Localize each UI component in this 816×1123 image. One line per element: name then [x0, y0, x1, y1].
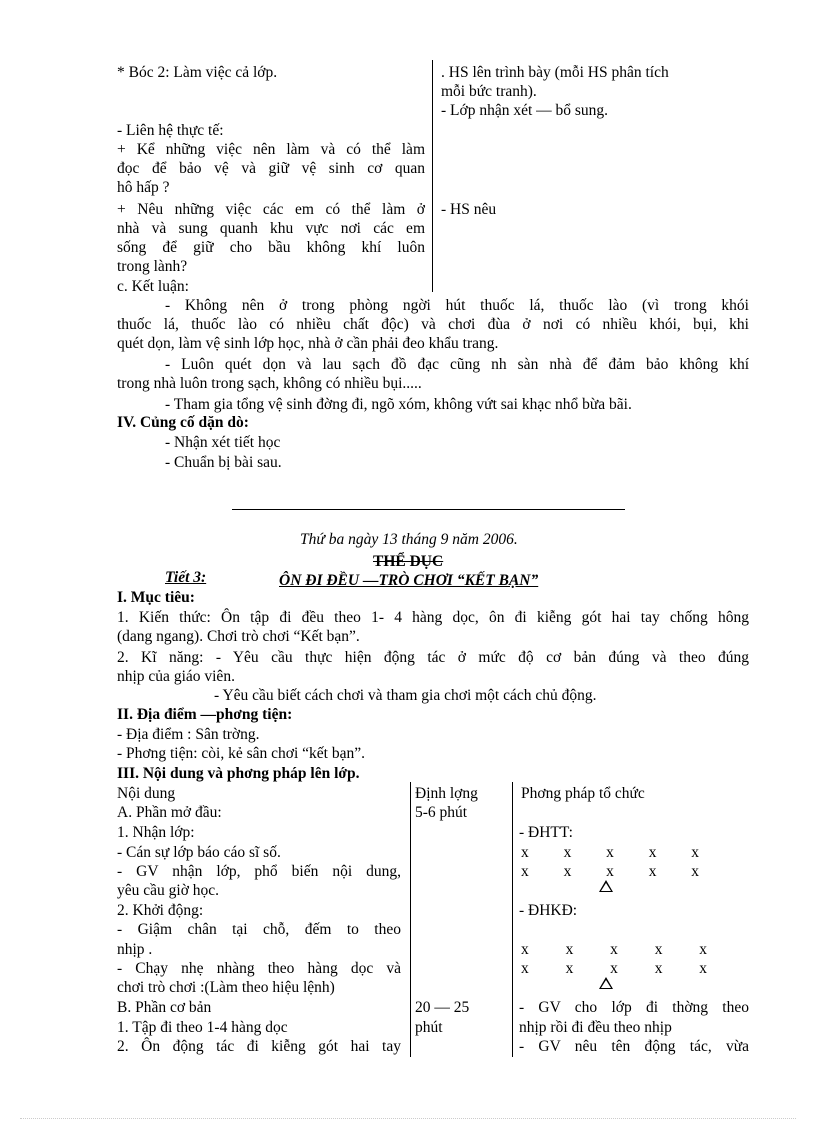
table-cell: 20 — 25	[415, 999, 470, 1016]
table-cell: - Cán sự lớp báo cáo sĩ số.	[117, 844, 281, 861]
muc-tieu-heading: I. Mục tiêu:	[117, 589, 195, 606]
table-cell: - GV nêu tên động tác, vừa	[519, 1038, 749, 1055]
formation-mark: x	[563, 844, 572, 861]
table-cell: yêu cầu giờ học.	[117, 882, 220, 899]
ki-nang-line-3: - Yêu cầu biết cách chơi và tham gia chơi một cách chủ động.	[214, 687, 597, 704]
ket-luan-p1-b: thuốc lá, thuốc lào có nhiều chất độc) và chơi đùa ở nơi có nhiều khói, bụi, khi	[117, 316, 749, 333]
formation-mark: x	[699, 941, 707, 958]
formation-mark: x	[565, 941, 574, 958]
formation-row	[521, 843, 699, 862]
kien-thuc-line-2: (dang ngang). Chơi trò chơi “Kết bạn”.	[117, 628, 360, 645]
hs-neu-text: - HS nêu	[441, 201, 497, 218]
formation-mark: x	[563, 863, 572, 880]
table-cell: 2. Ôn động tác đi kiễng gót hai tay	[117, 1038, 401, 1055]
table-cell: nhịp rồi đi đều theo nhịp	[519, 1019, 672, 1036]
lesson-title: ÔN ĐI ĐỀU —TRÒ CHƠI “KẾT BẠN”	[279, 572, 539, 589]
neu-line-2: nhà và sung quanh khu vực nơi các em	[117, 220, 425, 237]
table-cell: - GV nhận lớp, phổ biến nội dung,	[117, 863, 401, 880]
method-table-divider-2	[512, 782, 513, 1057]
step2-text: * Bóc 2: Làm việc cả lớp.	[117, 64, 278, 81]
formation-mark: x	[606, 844, 614, 861]
formation-mark: x	[521, 941, 529, 958]
formation-mark: x	[648, 844, 657, 861]
formation-mark: x	[654, 960, 663, 977]
ki-nang-line-2: nhịp của giáo viên.	[117, 668, 235, 685]
formation-mark: x	[521, 960, 529, 977]
lesson-period: Tiết 3:	[165, 569, 207, 586]
formation-mark: x	[654, 941, 663, 958]
ket-luan-heading: c. Kết luận:	[117, 278, 189, 295]
table-cell: 5-6 phút	[415, 804, 468, 821]
phuong-tien-text: - Phơng tiện: còi, kẻ sân chơi “kết bạn”.	[117, 745, 365, 762]
neu-line-1: + Nêu những việc các em có thể làm ở	[117, 201, 425, 218]
formation-mark: x	[565, 960, 574, 977]
table-header-content: Nội dung	[117, 785, 176, 802]
formation-mark: x	[606, 863, 614, 880]
table-cell: 2. Khởi động:	[117, 902, 204, 919]
formation-mark: x	[610, 941, 618, 958]
noi-dung-heading: III. Nội dung và phơng pháp lên lớp.	[117, 765, 360, 782]
cung-co-item-2: - Chuẩn bị bài sau.	[165, 454, 282, 471]
table-cell: nhịp .	[117, 941, 153, 958]
formation-mark: x	[648, 863, 657, 880]
hs-present-text-2: mỗi bức tranh).	[441, 83, 537, 100]
dia-diem-heading: II. Địa điểm —phơng tiện:	[117, 706, 293, 723]
table-cell: B. Phần cơ bản	[117, 999, 212, 1016]
ke-line-3: hô hấp ?	[117, 179, 170, 196]
formation-mark: x	[610, 960, 618, 977]
neu-line-3: sống để giữ cho bầu không khí luôn	[117, 239, 425, 256]
ket-luan-p2-a: - Luôn quét dọn và lau sạch đồ đạc cũng nh sàn nhà để đảm bảo không khí	[165, 356, 749, 373]
teacher-triangle-icon	[599, 977, 613, 989]
lesson-date: Thứ ba ngày 13 tháng 9 năm 2006.	[300, 531, 518, 548]
method-table-divider-1	[410, 782, 411, 1057]
table-cell: - Chạy nhẹ nhàng theo hàng dọc và	[117, 960, 401, 977]
ke-line-2: đọc để bảo vệ và giữ vệ sinh cơ quan	[117, 160, 425, 177]
hs-present-text: . HS lên trình bày (mỗi HS phân tích	[441, 64, 669, 81]
section-separator	[232, 509, 625, 510]
neu-line-4: trong lành?	[117, 258, 188, 275]
table-cell: chơi trò chơi :(Làm theo hiệu lệnh)	[117, 979, 335, 996]
cung-co-item-1: - Nhận xét tiết học	[165, 434, 281, 451]
page-bottom-border	[20, 1118, 796, 1119]
top-table-divider	[432, 60, 433, 292]
formation-mark: x	[521, 844, 529, 861]
formation-mark: x	[699, 960, 707, 977]
formation-label-dhtt: - ĐHTT:	[519, 824, 573, 841]
table-header-amount: Định lợng	[415, 785, 478, 802]
dia-diem-text: - Địa điểm : Sân trờng.	[117, 726, 260, 743]
formation-row	[521, 862, 699, 881]
table-cell: - GV cho lớp đi thờng theo	[519, 999, 749, 1016]
cung-co-heading: IV. Củng cố dặn dò:	[117, 414, 249, 431]
formation-mark: x	[691, 844, 699, 861]
table-header-method: Phơng pháp tổ chức	[521, 785, 645, 802]
ket-luan-p1-c: quét dọn, làm vệ sinh lớp học, nhà ở cần phải đeo khẩu trang.	[117, 335, 499, 352]
formation-row	[521, 940, 707, 959]
ket-luan-p3: - Tham gia tổng vệ sinh đờng đi, ngõ xóm, không vứt sai khạc nhổ bừa bãi.	[165, 396, 632, 413]
ki-nang-line-1: 2. Kĩ năng: - Yêu cầu thực hiện động tác ở mức độ cơ bản đúng và theo đúng	[117, 649, 749, 666]
table-cell: 1. Nhận lớp:	[117, 824, 195, 841]
kien-thuc-line-1: 1. Kiến thức: Ôn tập đi đều theo 1- 4 hàng dọc, ôn đi kiễng gót hai tay chống hông	[117, 609, 749, 626]
formation-mark: x	[691, 863, 699, 880]
ket-luan-p1-a: - Không nên ở trong phòng ngời hút thuốc lá, thuốc lào (vì trong khói	[165, 297, 749, 314]
ket-luan-p2-b: trong nhà luôn trong sạch, không có nhiều bụi.....	[117, 375, 422, 392]
formation-label-dhkd: - ĐHKĐ:	[519, 902, 578, 919]
formation-row	[521, 959, 707, 978]
class-comment-text: - Lớp nhận xét — bổ sung.	[441, 102, 609, 119]
teacher-triangle-icon	[599, 880, 613, 892]
table-cell: phút	[415, 1019, 443, 1036]
table-cell: A. Phần mở đầu:	[117, 804, 222, 821]
table-cell: - Giậm chân tại chỗ, đếm to theo	[117, 921, 401, 938]
formation-mark: x	[521, 863, 529, 880]
table-cell: 1. Tập đi theo 1-4 hàng dọc	[117, 1019, 288, 1036]
lesson-subject: THỂ DỤC	[373, 553, 444, 570]
ke-line-1: + Kể những việc nên làm và có thể làm	[117, 141, 425, 158]
lien-he-text: - Liên hệ thực tế:	[117, 122, 224, 139]
